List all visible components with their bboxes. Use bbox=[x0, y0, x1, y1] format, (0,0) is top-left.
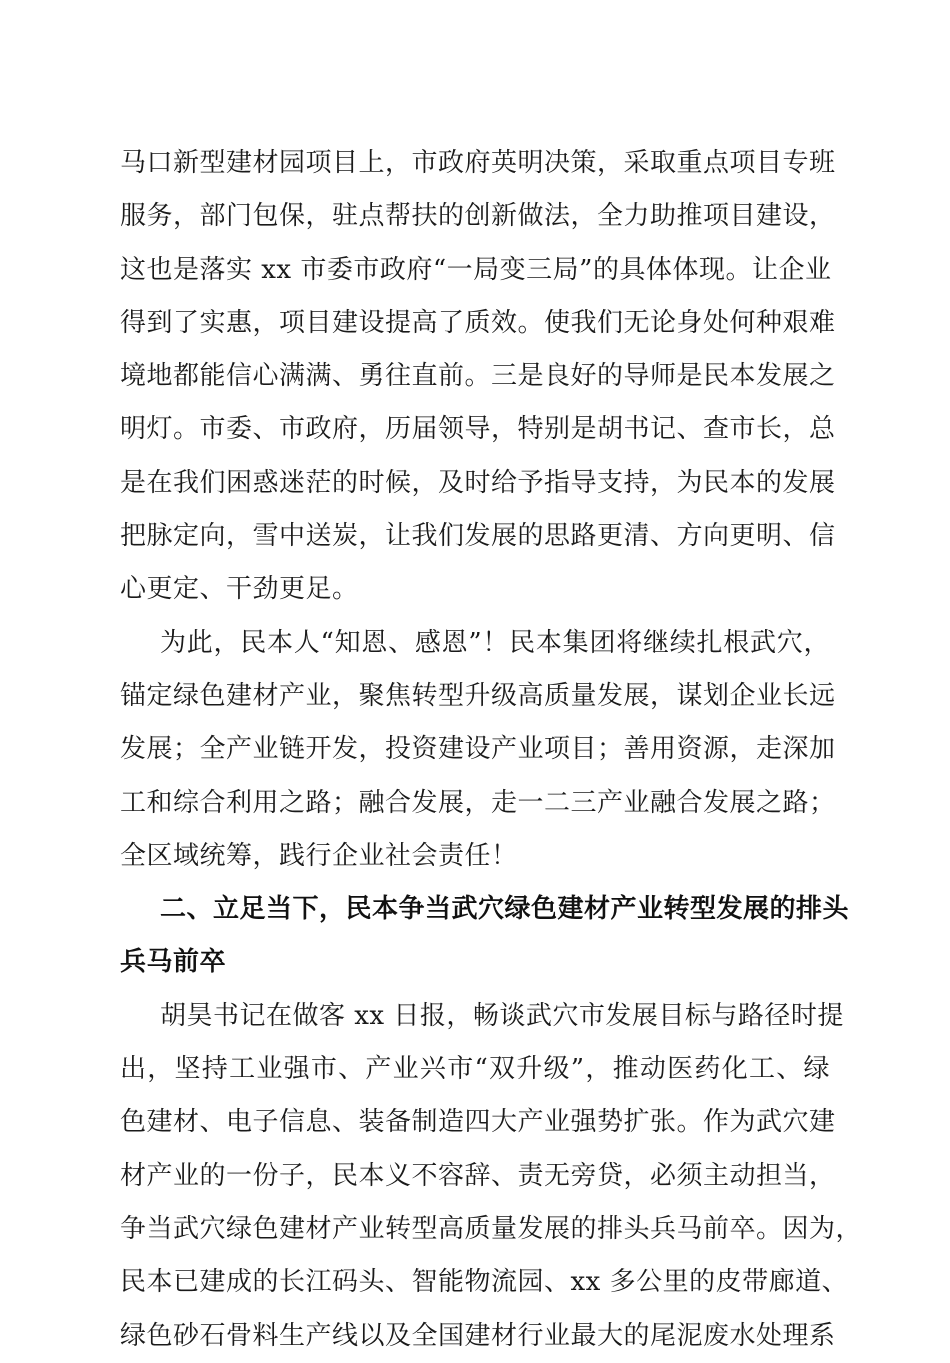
text-line: 争当武穴绿色建材产业转型高质量发展的排头兵马前卒。因为， bbox=[120, 1213, 863, 1244]
text-line: 是在我们困惑迷茫的时候，及时给予指导支持，为民本的发展 bbox=[120, 467, 836, 498]
text-line: 全区域统筹，践行企业社会责任！ bbox=[120, 840, 518, 871]
heading-line: 兵马前卒 bbox=[120, 947, 227, 978]
text-line: 发展；全产业链开发，投资建设产业项目；善用资源，走深加 bbox=[120, 734, 836, 765]
document-body bbox=[120, 137, 863, 1363]
heading-line: 二、立足当下，民本争当武穴绿色建材产业转型发展的排头 bbox=[160, 894, 850, 925]
text-line: 绿色砂石骨料生产线以及全国建材行业最大的尾泥废水处理系 bbox=[120, 1320, 836, 1351]
text-line: 为此，民本人“知恩、感恩”！民本集团将继续扎根武穴， bbox=[160, 627, 830, 658]
text-line: 工和综合利用之路；融合发展，走一二三产业融合发展之路； bbox=[120, 787, 836, 818]
text-line: 出，坚持工业强市、产业兴市“双升级”，推动医药化工、绿 bbox=[120, 1054, 830, 1085]
text-line: 得到了实惠，项目建设提高了质效。使我们无论身处何种艰难 bbox=[120, 307, 836, 338]
text-line: 民本已建成的长江码头、智能物流园、xx 多公里的皮带廊道、 bbox=[120, 1267, 849, 1298]
text-line: 色建材、电子信息、装备制造四大产业强势扩张。作为武穴建 bbox=[120, 1107, 836, 1138]
text-line: 材产业的一份子，民本义不容辞、责无旁贷，必须主动担当， bbox=[120, 1160, 836, 1191]
paragraph bbox=[120, 617, 836, 883]
text-line: 心更定、干劲更足。 bbox=[120, 574, 359, 605]
text-line: 把脉定向，雪中送炭，让我们发展的思路更清、方向更明、信 bbox=[120, 521, 836, 552]
paragraph bbox=[120, 137, 836, 617]
section-heading bbox=[120, 883, 850, 990]
text-line: 明灯。市委、市政府，历届领导，特别是胡书记、查市长，总 bbox=[120, 414, 836, 445]
text-line: 锚定绿色建材产业，聚焦转型升级高质量发展，谋划企业长远 bbox=[120, 680, 836, 711]
text-line: 这也是落实 xx 市委市政府“一局变三局”的具体体现。让企业 bbox=[120, 254, 832, 285]
text-line: 服务，部门包保，驻点帮扶的创新做法，全力助推项目建设， bbox=[120, 201, 836, 232]
paragraph bbox=[120, 990, 863, 1363]
text-line: 胡昊书记在做客 xx 日报，畅谈武穴市发展目标与路径时提 bbox=[160, 1000, 844, 1031]
text-line: 马口新型建材园项目上，市政府英明决策，采取重点项目专班 bbox=[120, 148, 836, 178]
text-line: 境地都能信心满满、勇往直前。三是良好的导师是民本发展之 bbox=[120, 361, 836, 392]
